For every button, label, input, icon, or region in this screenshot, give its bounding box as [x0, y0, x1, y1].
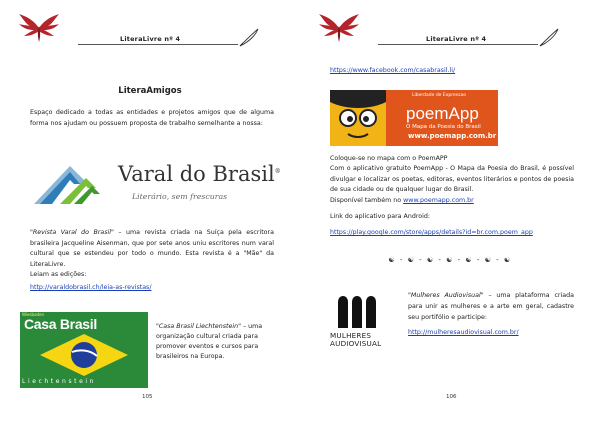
casa-description: [156, 322, 272, 362]
varal-name: "Revista Varal do Brasil": [30, 229, 114, 236]
poemapp-name: poemApp: [406, 104, 479, 123]
read-editions-label: Leiam as edições:: [30, 271, 87, 278]
mulheres-description: [408, 290, 574, 323]
poemapp-face-icon: [330, 90, 386, 146]
poemapp-availability: [330, 196, 574, 207]
casa-logo-tag: Wiesbaden: [22, 312, 45, 317]
poemapp-description: Com o aplicativo gratuito PoemApp - O Mapa da Poesia do Brasil, é possível divulgar e localizar os poetas, editoras, eventos literários e pontos de poesia de sua cidade ou de qualquer lugar do Brasil.: [330, 165, 574, 193]
separator: ☯ - ☯ - ☯ - ☯ - ☯ - ☯ - ☯: [388, 256, 512, 264]
mulheres-audiovisual-logo: [328, 288, 404, 360]
quill-icon: [238, 28, 260, 48]
poemapp-site-link[interactable]: www.poemapp.com.br: [403, 197, 474, 204]
intro-text: Espaço dedicado a todas as entidades e projetos amigos que de alguma forma nos ajudam ou possuem proposta de trabalho semelhante a nossa:: [30, 109, 274, 127]
android-link[interactable]: https://play.google.com/store/apps/details?id=br.com.poem_app: [330, 229, 533, 236]
mulheres-name: "Mulheres Audiovisual": [408, 292, 484, 299]
casa-name: "Casa Brasil Liechtenstein": [156, 323, 242, 330]
mulheres-link[interactable]: http://mulheresaudiovisual.com.br/: [408, 329, 519, 336]
right-page: [300, 0, 600, 424]
winged-logo-icon: [318, 12, 360, 44]
casa-brasil-logo: [20, 312, 148, 388]
varal-do-brasil-logo: [30, 156, 281, 212]
mulheres-mark-icon: [336, 290, 380, 330]
mulheres-desc-text: – uma plataforma criada para unir as mulheres e a arte em geral, cadastre seu portifólio e participe:: [408, 292, 574, 321]
varal-logo-name: Varal do Brasil®: [118, 162, 281, 186]
varal-description: [30, 228, 274, 270]
varal-logo-slogan: Literário, sem frescuras: [132, 192, 228, 201]
quill-icon: [538, 28, 560, 48]
page-header: [300, 12, 600, 48]
brazil-flag-icon: [20, 332, 148, 378]
casa-desc-text: – uma organização cultural criada para promover eventos e cursos para brasileiros na Europa.: [156, 323, 263, 360]
poemapp-intro: Coloque-se no mapa com o PoemAPP: [330, 155, 448, 162]
android-label: Link do aplicativo para Android:: [330, 213, 430, 220]
header-title: LiteraLivre nº 4: [120, 35, 181, 43]
page-number: 106: [446, 394, 457, 400]
mulheres-logo-text: MULHERES AUDIOVISUAL: [330, 331, 382, 348]
poemapp-tagline: O Mapa da Poesia do Brasil: [406, 124, 481, 130]
page-number: 105: [142, 394, 153, 400]
header-title: LiteraLivre nº 4: [426, 35, 487, 43]
availability-text: Disponível também no: [330, 197, 404, 204]
varal-link[interactable]: http://varaldobrasil.ch/leia-as-revistas/: [30, 284, 152, 291]
page-header: [0, 12, 300, 48]
varal-chevron-icon: [30, 158, 114, 208]
casa-logo-title: Casa Brasil: [24, 316, 97, 332]
facebook-link[interactable]: https://www.facebook.com/casabrasil.li/: [330, 67, 456, 74]
poemapp-url: www.poemapp.com.br: [408, 132, 497, 140]
poemapp-logo: [330, 90, 498, 146]
header-divider: [78, 44, 238, 45]
header-divider: [378, 44, 538, 45]
casa-logo-sub: Liechtenstein: [22, 378, 97, 385]
section-title: LiteraAmigos: [118, 86, 182, 96]
winged-logo-icon: [18, 12, 60, 44]
poemapp-top-text: Liberdade de Expressao: [412, 93, 466, 98]
varal-desc-text: – uma revista criada na Suíça pela escritora brasileira Jacqueline Aisenman, que por sete anos uniu escritores num varal cultural que se estendeu por todo o mundo. Esta revista é a "Mãe" da LiteraLivre.: [30, 229, 274, 268]
